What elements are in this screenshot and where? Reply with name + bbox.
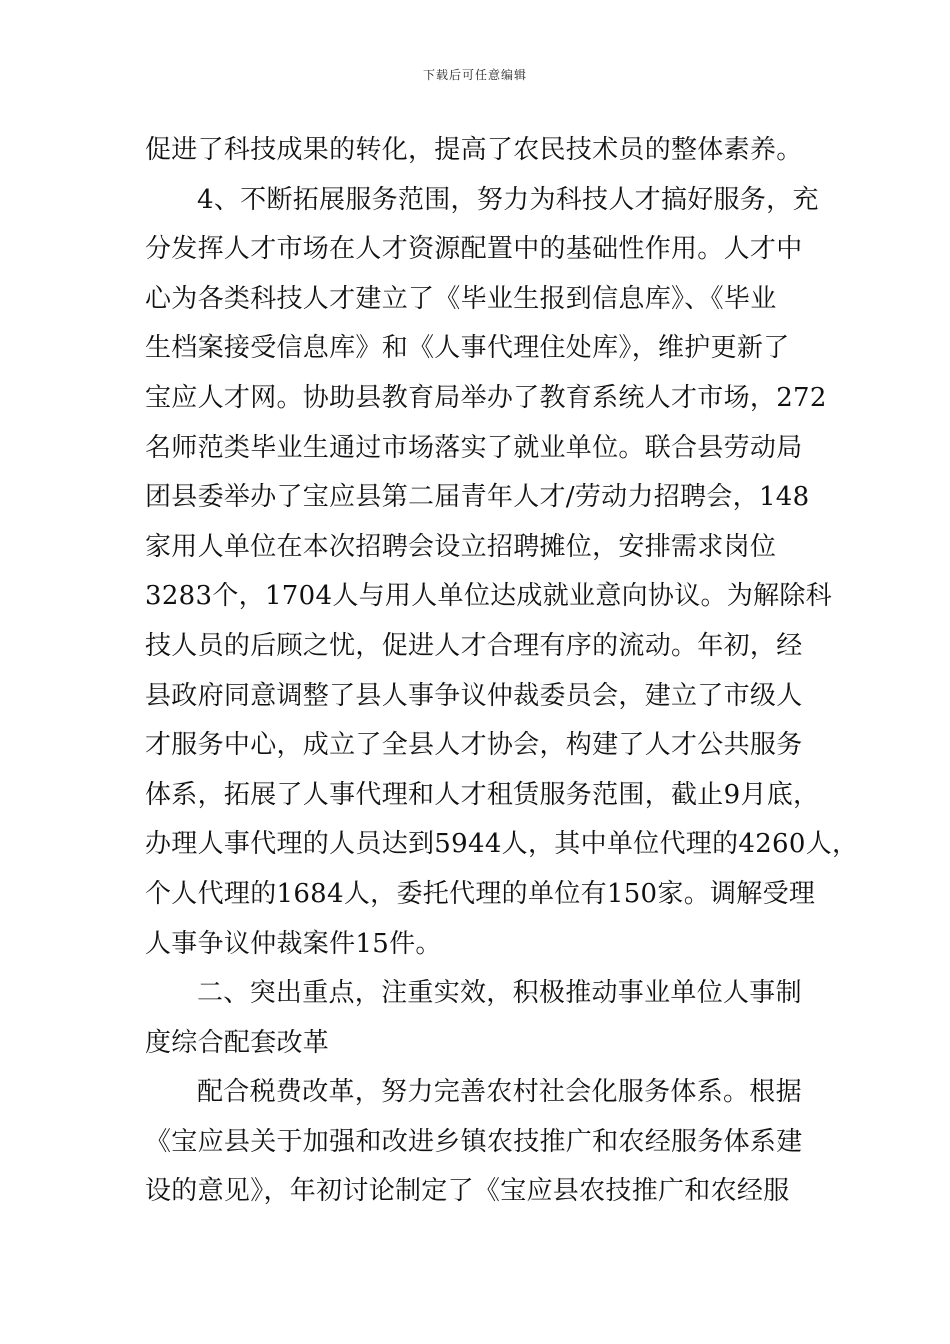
text-line-4: 心为各类科技人才建立了《毕业生报到信息库》、《毕业	[145, 283, 777, 314]
text-line-16: 个人代理的1684人，委托代理的单位有150家。调解受理	[145, 878, 816, 909]
text-line-12: 县政府同意调整了县人事争议仲裁委员会，建立了市级人	[145, 680, 803, 711]
text-line-11: 技人员的后顾之忧，促进人才合理有序的流动。年初，经	[145, 630, 803, 661]
text-line-1: 促进了科技成果的转化，提高了农民技术员的整体素养。	[145, 135, 803, 165]
text-line-10: 3283个，1704人与用人单位达成就业意向协议。为解除科	[145, 581, 833, 612]
text-line-17: 人事争议仲裁案件15件。	[145, 928, 442, 959]
text-line-9: 家用人单位在本次招聘会设立招聘摊位，安排需求岗位	[145, 531, 777, 562]
text-line-3: 分发挥人才市场在人才资源配置中的基础性作用。人才中	[145, 234, 803, 265]
text-line-15: 办理人事代理的人员达到5944人，其中单位代理的4260人，	[145, 829, 859, 860]
document-body	[145, 126, 859, 1217]
section-heading-line-1: 二、突出重点，注重实效，积极推动事业单位人事制	[197, 978, 802, 1009]
text-line-14: 体系，拓展了人事代理和人才租赁服务范围，截止9月底，	[145, 779, 820, 810]
page-header: 下载后可任意编辑	[422, 68, 527, 82]
text-line-7: 名师范类毕业生通过市场落实了就业单位。联合县劳动局	[145, 432, 803, 463]
text-line-8: 团县委举办了宝应县第二届青年人才/劳动力招聘会，148	[145, 482, 810, 513]
text-line-2: 4、不断拓展服务范围，努力为科技人才搞好服务，充	[197, 184, 819, 215]
text-line-6: 宝应人才网。协助县教育局举办了教育系统人才市场，272	[145, 382, 827, 413]
section-heading-line-2: 度综合配套改革	[145, 1027, 330, 1058]
text-line-5: 生档案接受信息库》和《人事代理住处库》，维护更新了	[145, 333, 790, 364]
text-line-21: 《宝应县关于加强和改进乡镇农技推广和农经服务体系建	[145, 1126, 803, 1157]
text-line-22: 设的意见》，年初讨论制定了《宝应县农技推广和农经服	[145, 1176, 790, 1207]
text-line-20: 配合税费改革，努力完善农村社会化服务体系。根据	[197, 1077, 802, 1108]
text-line-13: 才服务中心，成立了全县人才协会，构建了人才公共服务	[145, 730, 803, 761]
